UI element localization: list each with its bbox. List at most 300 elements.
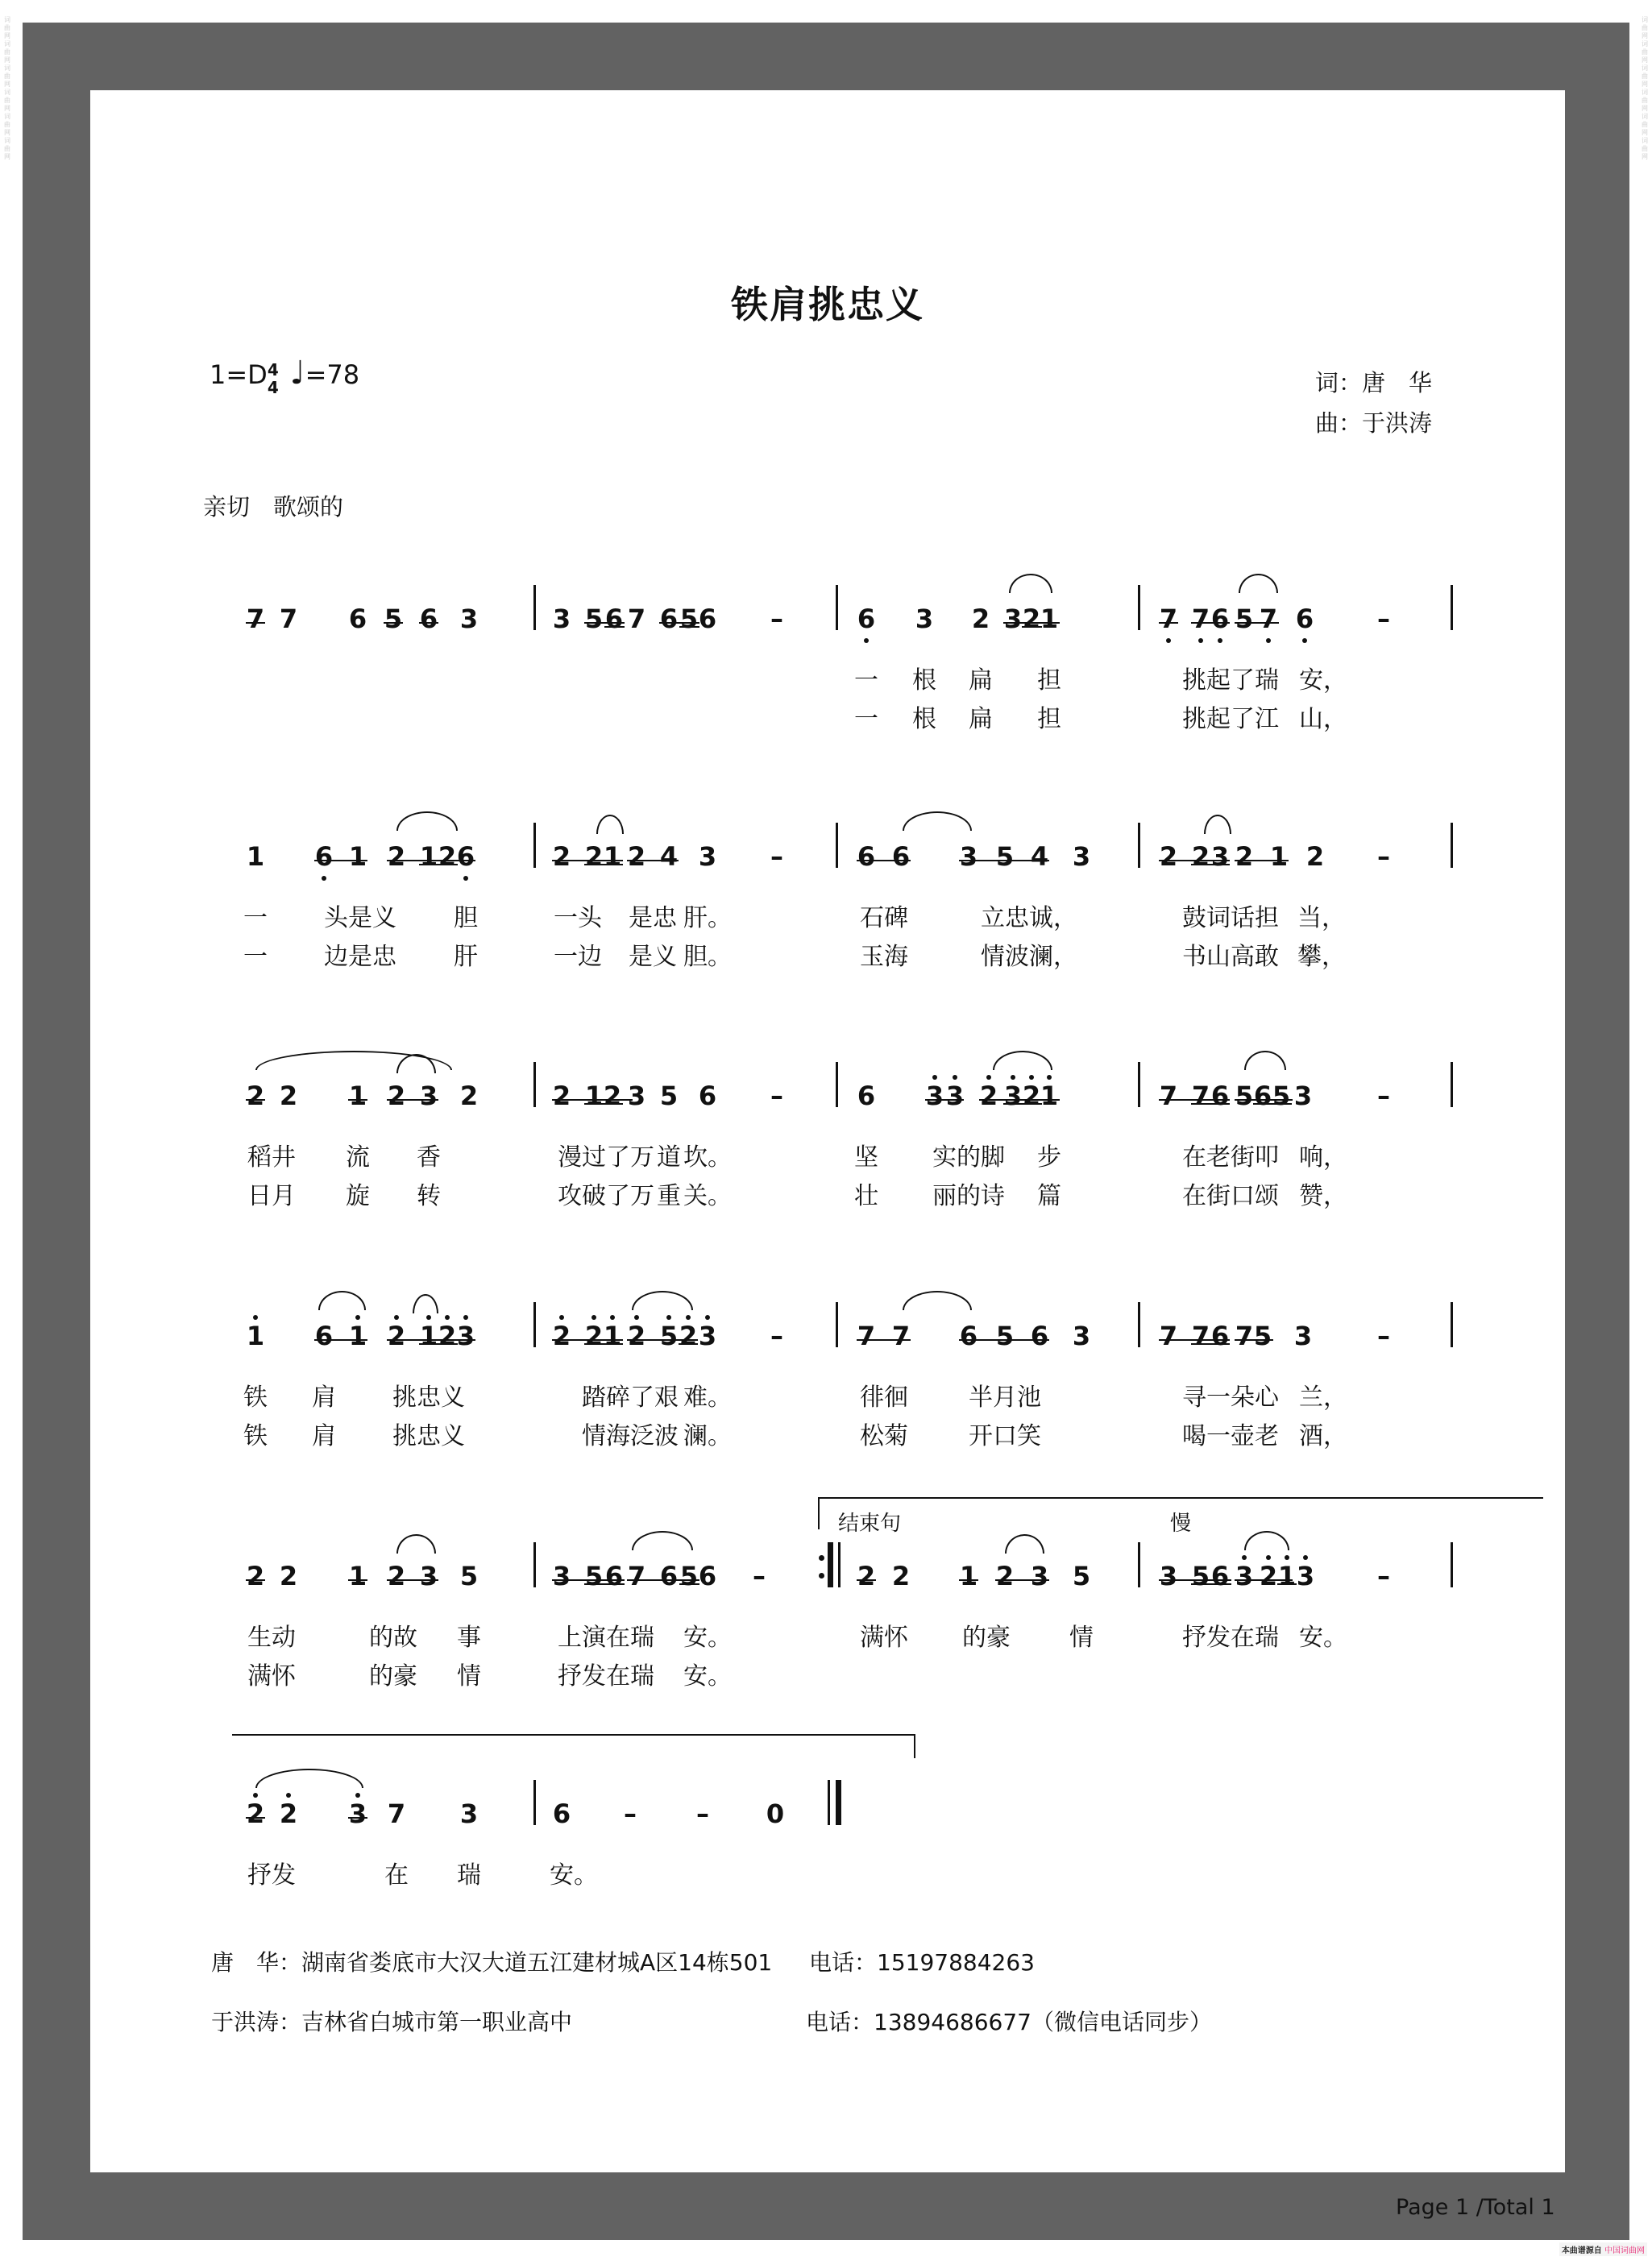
lyric: 步 xyxy=(1037,1143,1061,1172)
jianpu-note: 1 xyxy=(1040,604,1059,634)
jianpu-note: 6 xyxy=(604,604,624,634)
lyric: 挑忠义 xyxy=(392,1422,465,1450)
barline xyxy=(533,1062,536,1107)
lyric: 铁 xyxy=(243,1422,268,1450)
lyric: 抒发 xyxy=(247,1861,296,1890)
underline xyxy=(314,860,367,861)
coda-bracket-end-tick xyxy=(914,1734,915,1758)
jianpu-note: 6 xyxy=(1295,604,1314,634)
octave-dot xyxy=(463,876,468,881)
jianpu-note: 3 xyxy=(627,1081,646,1111)
jianpu-note: 1 xyxy=(419,841,438,872)
slur xyxy=(1009,574,1052,593)
lyric: 瑞 xyxy=(457,1861,481,1890)
barline xyxy=(1451,1302,1453,1347)
repeat-dot xyxy=(819,1555,824,1561)
dash-note: – xyxy=(1377,1321,1390,1351)
lyric: 澜。 xyxy=(683,1422,732,1450)
lyric: 安。 xyxy=(683,1624,732,1652)
underline xyxy=(1003,622,1060,624)
end-barline xyxy=(836,1780,841,1825)
jianpu-note: 2 xyxy=(279,1561,298,1591)
jianpu-note: 6 xyxy=(698,1081,717,1111)
dash-note: – xyxy=(1377,1081,1390,1111)
slur xyxy=(632,1531,693,1550)
jianpu-note: 5 xyxy=(459,1561,479,1591)
lyric: 是义 xyxy=(629,943,677,971)
lyric: 安。 xyxy=(1299,1624,1347,1652)
lyric: 赞， xyxy=(1299,1182,1347,1210)
jianpu-note: 5 xyxy=(1072,1561,1091,1591)
dash-note: – xyxy=(770,841,783,872)
octave-dot xyxy=(1198,638,1203,643)
underline xyxy=(1235,1099,1293,1101)
jianpu-note: 3 xyxy=(1030,1561,1049,1591)
lyric: 重 xyxy=(657,1182,681,1210)
jianpu-note: 2 xyxy=(1235,841,1254,872)
lyric: 转 xyxy=(417,1182,441,1210)
jianpu-note: 3 xyxy=(1003,1081,1023,1111)
lyric: 喝一壶老 xyxy=(1182,1422,1279,1450)
jianpu-note: 5 xyxy=(1235,604,1254,634)
jianpu-note: 7 xyxy=(1191,1321,1210,1351)
jianpu-note: 2 xyxy=(387,1081,406,1111)
underline xyxy=(925,1099,964,1101)
barline xyxy=(1138,585,1140,630)
jianpu-note: 2 xyxy=(627,1321,646,1351)
lyric: 道 xyxy=(657,1143,681,1172)
slur xyxy=(318,1291,366,1310)
jianpu-note: 5 xyxy=(584,604,604,634)
underline xyxy=(679,1343,698,1345)
underline xyxy=(959,1339,1049,1341)
barline xyxy=(533,1780,536,1825)
lyric: 满怀 xyxy=(860,1624,908,1652)
barline xyxy=(838,1542,841,1587)
jianpu-note: 7 xyxy=(627,604,646,634)
lyric: 松菊 xyxy=(860,1422,908,1450)
lyric: 的豪 xyxy=(369,1662,417,1691)
underline xyxy=(348,1817,367,1819)
jianpu-note: 4 xyxy=(659,841,679,872)
underline xyxy=(604,626,625,628)
slur xyxy=(413,1294,438,1313)
barline xyxy=(1138,823,1140,868)
jianpu-note: 6 xyxy=(1210,604,1230,634)
octave-dot xyxy=(1285,1555,1289,1560)
lyric: 满怀 xyxy=(247,1662,296,1691)
jianpu-note: 6 xyxy=(1030,1321,1049,1351)
octave-dot xyxy=(1011,1075,1015,1080)
jianpu-note: 6 xyxy=(659,1561,679,1591)
underline xyxy=(348,1579,367,1581)
underline xyxy=(552,1339,623,1341)
jianpu-note: 7 xyxy=(1159,1081,1178,1111)
octave-dot xyxy=(634,1315,639,1320)
jianpu-note: 7 xyxy=(279,604,298,634)
repeat-barline xyxy=(828,1542,833,1587)
jianpu-note: 7 xyxy=(1191,604,1210,634)
barline xyxy=(1138,1302,1140,1347)
dash-note: – xyxy=(770,604,783,634)
underline xyxy=(552,1579,625,1581)
underline xyxy=(1003,1103,1042,1105)
underline xyxy=(627,860,679,861)
slur xyxy=(1005,1534,1044,1554)
jianpu-note: 7 xyxy=(1259,604,1278,634)
underline xyxy=(387,1339,475,1341)
octave-dot xyxy=(1218,638,1222,643)
lyric: 生动 xyxy=(247,1624,296,1652)
lyric: 壮 xyxy=(854,1182,878,1210)
lyricist-phone: 电话：15197884263 xyxy=(809,1949,1035,1976)
jianpu-note: 6 xyxy=(604,1561,624,1591)
lyric: 响， xyxy=(1299,1143,1347,1172)
composer-phone: 电话：13894686677（微信电话同步） xyxy=(806,2009,1212,2035)
jianpu-note: 2 xyxy=(552,841,571,872)
jianpu-note: 5 xyxy=(995,841,1015,872)
underline xyxy=(419,622,438,624)
jianpu-note: 1 xyxy=(1040,1081,1059,1111)
jianpu-note: 1 xyxy=(419,1321,438,1351)
coda-bracket xyxy=(818,1497,1543,1499)
lyric: 根 xyxy=(912,666,936,695)
underline xyxy=(627,1579,699,1581)
octave-dot xyxy=(1266,1555,1271,1560)
jianpu-note: 1 xyxy=(1277,1561,1297,1591)
watermark-site: 中国词曲网 xyxy=(1604,2246,1645,2255)
jianpu-note: 2 xyxy=(627,841,646,872)
underline xyxy=(387,1579,438,1581)
jianpu-note: 3 xyxy=(698,841,717,872)
octave-dot xyxy=(426,1315,431,1320)
lyric: 在 xyxy=(384,1861,409,1890)
coda-label: 结束句 xyxy=(838,1512,902,1536)
jianpu-note: 6 xyxy=(348,604,367,634)
underline xyxy=(419,1343,458,1345)
lyric: 担 xyxy=(1037,666,1061,695)
slur xyxy=(396,1534,436,1554)
dash-note: – xyxy=(770,1321,783,1351)
underline xyxy=(314,1339,367,1341)
underline xyxy=(959,1579,978,1581)
lyric: 攀， xyxy=(1297,943,1346,971)
lyric: 坎。 xyxy=(683,1143,732,1172)
lyric: 挑起了江 xyxy=(1182,705,1279,733)
lyric: 胆。 xyxy=(683,943,732,971)
lyric: 寻一朵心 xyxy=(1182,1384,1279,1412)
jianpu-note: 2 xyxy=(857,1561,876,1591)
lyric: 抒发在瑞 xyxy=(558,1662,654,1691)
lyric: 一边 xyxy=(554,943,602,971)
lyricist-contact: 唐 华：湖南省娄底市大汉大道五江建材城A区14栋501 xyxy=(211,1949,773,1976)
lyric: 坚 xyxy=(854,1143,878,1172)
jianpu-note: 7 xyxy=(1191,1081,1210,1111)
jianpu-note: 5 xyxy=(584,1561,604,1591)
lyric: 攻破了万 xyxy=(558,1182,654,1210)
underline xyxy=(348,1099,367,1101)
jianpu-note: 2 xyxy=(584,841,604,872)
barline xyxy=(836,1062,838,1107)
dash-note: – xyxy=(1377,1561,1390,1591)
lyric: 兰， xyxy=(1299,1384,1347,1412)
jianpu-note: 2 xyxy=(246,1798,265,1829)
octave-dot xyxy=(322,876,326,881)
time-top: 4 xyxy=(267,360,279,380)
score-sheet xyxy=(90,90,1565,2220)
lyric: 一 xyxy=(854,705,878,733)
underline xyxy=(1159,1579,1231,1581)
jianpu-note: 6 xyxy=(698,604,717,634)
jianpu-note: 6 xyxy=(1210,1561,1230,1591)
lyric: 安。 xyxy=(683,1662,732,1691)
barline xyxy=(533,823,536,868)
lyric: 书山高敢 xyxy=(1182,943,1279,971)
lyric: 情 xyxy=(457,1662,481,1691)
jianpu-note: 2 xyxy=(891,1561,911,1591)
underline xyxy=(679,1583,699,1585)
underline xyxy=(246,1817,265,1819)
jianpu-note: 3 xyxy=(348,1798,367,1829)
jianpu-note: 1 xyxy=(603,841,622,872)
octave-dot xyxy=(932,1075,937,1080)
jianpu-note: 1 xyxy=(959,1561,978,1591)
octave-dot xyxy=(610,1315,615,1320)
lyric: 徘徊 xyxy=(860,1384,908,1412)
jianpu-note: 3 xyxy=(459,604,479,634)
lyric: 丽的诗 xyxy=(932,1182,1005,1210)
jianpu-note: 1 xyxy=(246,841,265,872)
slur xyxy=(632,1291,693,1310)
lyric: 的故 xyxy=(369,1624,417,1652)
jianpu-note: 6 xyxy=(959,1321,978,1351)
lyric: 石碑 xyxy=(860,904,908,932)
underline xyxy=(584,1103,623,1105)
lyric: 情波澜， xyxy=(981,943,1077,971)
lyric: 一 xyxy=(243,904,268,932)
repeat-dot xyxy=(819,1573,824,1579)
jianpu-note: 5 xyxy=(1272,1081,1291,1111)
octave-dot xyxy=(355,1315,360,1320)
lyric: 担 xyxy=(1037,705,1061,733)
octave-dot xyxy=(253,1793,258,1798)
underline xyxy=(246,622,265,624)
barline xyxy=(836,1302,838,1347)
underline xyxy=(552,1099,633,1101)
lyric: 篇 xyxy=(1037,1182,1061,1210)
jianpu-note: 2 xyxy=(603,1081,622,1111)
jianpu-note: 6 xyxy=(857,841,876,872)
lyric: 关。 xyxy=(683,1182,732,1210)
jianpu-note: 7 xyxy=(246,604,265,634)
lyric: 肝 xyxy=(454,943,478,971)
jianpu-note: 7 xyxy=(387,1798,406,1829)
dash-note: – xyxy=(624,1798,637,1829)
underline xyxy=(959,860,1049,861)
underline xyxy=(1159,1099,1230,1101)
key-signature xyxy=(210,355,359,396)
jianpu-note: 3 xyxy=(1293,1321,1313,1351)
jianpu-note: 1 xyxy=(348,1081,367,1111)
jianpu-note: 6 xyxy=(314,841,334,872)
lyric: 是忠 xyxy=(629,904,677,932)
underline xyxy=(857,1339,911,1341)
jianpu-note: 3 xyxy=(1296,1561,1315,1591)
barline xyxy=(1451,823,1453,868)
lyric: 的豪 xyxy=(962,1624,1011,1652)
jianpu-note: 2 xyxy=(584,1321,604,1351)
side-watermark-right: 词曲网词曲网词曲网词曲网词曲网词曲网 xyxy=(1642,16,1648,160)
underline xyxy=(246,1579,265,1581)
octave-dot xyxy=(253,1315,258,1320)
lyric: 情海泛波 xyxy=(582,1422,679,1450)
jianpu-note: 5 xyxy=(1191,1561,1210,1591)
jianpu-note: 3 xyxy=(1235,1561,1254,1591)
jianpu-note: 1 xyxy=(348,1561,367,1591)
underline xyxy=(979,1099,1060,1101)
jianpu-note: 1 xyxy=(348,1321,367,1351)
slur xyxy=(596,815,624,834)
jianpu-note: 3 xyxy=(456,1321,475,1351)
dash-note: – xyxy=(696,1798,709,1829)
underline xyxy=(679,626,699,628)
barline xyxy=(533,1542,536,1587)
dash-note: – xyxy=(1377,604,1390,634)
song-title: 铁肩挑忠义 xyxy=(731,283,924,326)
octave-dot xyxy=(445,1315,450,1320)
underline xyxy=(627,1339,698,1341)
credits xyxy=(1315,363,1432,443)
lyric: 在街口颂 xyxy=(1182,1182,1279,1210)
jianpu-note: 6 xyxy=(857,604,876,634)
jianpu-note: 6 xyxy=(891,841,911,872)
jianpu-note: 6 xyxy=(1253,1081,1272,1111)
jianpu-note: 2 xyxy=(1305,841,1325,872)
underline xyxy=(1191,1583,1231,1585)
octave-dot xyxy=(953,1075,957,1080)
coda-bracket-end xyxy=(232,1734,915,1736)
lyric: 鼓词话担 xyxy=(1182,904,1279,932)
barline xyxy=(1138,1542,1140,1587)
lyric: 铁 xyxy=(243,1384,268,1412)
jianpu-note: 2 xyxy=(979,1081,998,1111)
jianpu-note: 4 xyxy=(1030,841,1049,872)
lyric: 事 xyxy=(457,1624,481,1652)
jianpu-note: 5 xyxy=(659,1081,679,1111)
lyric: 胆 xyxy=(454,904,478,932)
lyric: 踏碎了艰 xyxy=(582,1384,679,1412)
jianpu-note: 3 xyxy=(552,604,571,634)
jianpu-note: 2 xyxy=(279,1798,298,1829)
page-number: Page 1 /Total 1 xyxy=(1396,2195,1555,2220)
barline xyxy=(828,1780,830,1825)
composer-contact: 于洪涛：吉林省白城市第一职业高中 xyxy=(211,2009,573,2035)
underline xyxy=(1235,1339,1273,1341)
jianpu-note: 7 xyxy=(857,1321,876,1351)
jianpu-note: 7 xyxy=(1235,1321,1254,1351)
octave-dot xyxy=(1029,1075,1034,1080)
jianpu-note: 3 xyxy=(552,1561,571,1591)
underline xyxy=(1191,864,1230,865)
octave-dot xyxy=(686,1315,691,1320)
jianpu-note: 6 xyxy=(698,1561,717,1591)
jianpu-note: 5 xyxy=(1253,1321,1272,1351)
barline xyxy=(1451,585,1453,630)
jianpu-note: 3 xyxy=(1072,841,1091,872)
jianpu-note: 6 xyxy=(1210,1321,1230,1351)
underline xyxy=(1159,1339,1230,1341)
underline xyxy=(659,622,699,624)
underline xyxy=(1253,1103,1292,1105)
jianpu-note: 3 xyxy=(419,1081,438,1111)
barline xyxy=(533,1302,536,1347)
jianpu-note: 0 xyxy=(766,1798,785,1829)
lyric: 扁 xyxy=(969,705,993,733)
octave-dot xyxy=(286,1793,291,1798)
octave-dot xyxy=(864,638,869,643)
lyric: 肩 xyxy=(312,1422,336,1450)
jianpu-note: 5 xyxy=(995,1321,1015,1351)
lyric: 一 xyxy=(243,943,268,971)
octave-dot xyxy=(1303,1555,1308,1560)
jianpu-note: 3 xyxy=(1159,1561,1178,1591)
barline xyxy=(836,585,838,630)
underline xyxy=(1235,860,1289,861)
underline xyxy=(1022,626,1042,628)
lyric: 一 xyxy=(854,666,878,695)
tempo-value: =78 xyxy=(305,359,360,390)
lyric: 酒， xyxy=(1299,1422,1347,1450)
octave-dot xyxy=(591,1315,596,1320)
lyric: 流 xyxy=(346,1143,370,1172)
jianpu-note: 2 xyxy=(438,841,457,872)
jianpu-note: 2 xyxy=(279,1081,298,1111)
jianpu-note: 2 xyxy=(995,1561,1015,1591)
slur xyxy=(993,1051,1052,1070)
slur xyxy=(1239,574,1278,593)
jianpu-note: 2 xyxy=(438,1321,457,1351)
jianpu-note: 2 xyxy=(387,1561,406,1591)
underline xyxy=(387,860,475,861)
lyric: 实的脚 xyxy=(932,1143,1005,1172)
jianpu-note: 5 xyxy=(679,1561,699,1591)
underline xyxy=(419,864,458,865)
watermark-source: 本曲谱源自 xyxy=(1561,2246,1602,2255)
underline xyxy=(552,860,623,861)
underline xyxy=(387,1099,438,1101)
octave-dot xyxy=(1242,1555,1247,1560)
lyric: 肩 xyxy=(312,1384,336,1412)
lyric: 安， xyxy=(1299,666,1347,695)
jianpu-note: 2 xyxy=(387,841,406,872)
jianpu-note: 3 xyxy=(459,1798,479,1829)
jianpu-note: 1 xyxy=(1269,841,1289,872)
jianpu-note: 7 xyxy=(1159,1321,1178,1351)
lyric: 稻井 xyxy=(247,1143,296,1172)
octave-dot xyxy=(355,1793,360,1798)
underline xyxy=(857,1579,876,1581)
underline xyxy=(1277,1583,1297,1585)
lyric: 难。 xyxy=(683,1384,732,1412)
lyric: 抒发在瑞 xyxy=(1182,1624,1279,1652)
slur xyxy=(1244,1051,1286,1070)
jianpu-note: 6 xyxy=(552,1798,571,1829)
site-watermark xyxy=(1559,2242,1647,2256)
jianpu-note: 2 xyxy=(1191,841,1210,872)
jianpu-note: 1 xyxy=(348,841,367,872)
underline xyxy=(1191,622,1230,624)
jianpu-note: 6 xyxy=(314,1321,334,1351)
